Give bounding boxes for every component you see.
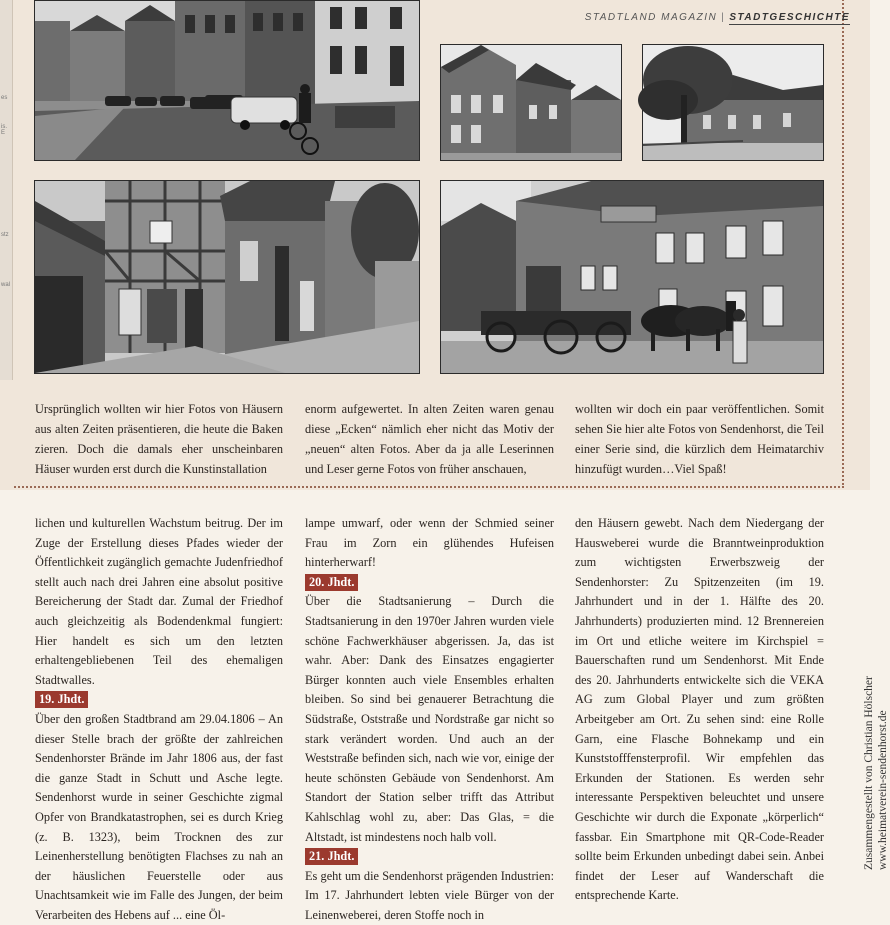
map-label: stz [1, 232, 9, 238]
body-paragraph: lichen und kulturellen Wachstum beitrug. Der im Zuge der Erstellung dieses Pfades wieder der Öffentlichkeit zugänglich gemachte Judenfriedhof stellt auch nach drei Jahren eine absolut positive Bereicherung der Stadt dar. Zumal der Friedhof auch gleichzeitig als Bodendenkmal fungiert: Hier handelt es sich um den letzten erhaltengebliebenen Teil des ehemaligen Stadtwalles. [35, 516, 283, 687]
body-paragraph: den Häusern gewebt. Nach dem Niedergang der Hausweberei wurde die Branntweinproduktion zum wichtigsten Erwerbszweig der Sendenhorster: Zu Spitzenzeiten (im 19. Jahrhundert und in der 1. Hälfte des 20. Jahrhunderts) produzierten mind. 12 Brennereien im Ort und etliche weitere im Kirchspiel = Bauerschaften rund um Sendenhorst. Mit Ende des 20. Jahrhunderts entwickelte sich die VEKA AG zum Global Player und zum größten Arbeitgeber am Ort. Zu sehen sind: eine Rolle Garn, eine Flasche Bohnekamp und ein Kunststofffensterprofil. Wir empfehlen das Erkunden der Stationen. Es werden sehr interessante Perspektiven beleuchtet und unsere Geschichte wir durch die Exponate „körperlich“ fassbar. Ein Smartphone mit QR-Code-Reader sollte beim Erkunden unbedingt dabei sein. Anbei findet der Leser auf Wanderschaft die entsprechende Karte. [575, 516, 824, 903]
intro-column-1: Ursprünglich wollten wir hier Fotos von Häusern aus alten Zeiten präsentieren, die heute die Baken zieren. Doch die damals eher unscheinbaren Häuser wurden erst durch die Kunstinstallation [35, 402, 283, 476]
photo-horse-carts [440, 180, 824, 374]
intro-column-3: wollten wir doch ein paar veröffentlichen. Somit sehen Sie hier alte Fotos von Sendenhorst, die Teil einer Serie sind, die kürzlich dem Heimatarchiv hinzufügt wurden…Viel Spaß! [575, 402, 824, 476]
map-label: es [1, 95, 8, 101]
magazine-header [585, 12, 850, 23]
photo-tree-street [642, 44, 824, 161]
credit-url[interactable]: www.heimatverein-sendenhorst.de [877, 710, 889, 870]
photo-half-timbered [34, 180, 420, 374]
map-label: is. E [1, 124, 7, 136]
era-heading: 20. Jhdt. [305, 574, 358, 591]
photo-credit [836, 660, 889, 870]
body-column-1 [35, 514, 283, 925]
photo-brick-houses [440, 44, 622, 161]
photo-street-scene [34, 0, 420, 161]
body-paragraph: Über den großen Stadtbrand am 29.04.1806 – An dieser Stelle brach der größte der zahlreichen Sendenhorster Brände im Jahr 1806 aus, der fast die ganze Stadt in Schutt und Asche legte. Sendenhorst wurde in seiner Geschichte zigmal Opfer von Brandkatastrophen, sei es durch Krieg (z. B. 1323), beim Trocknen des zur Leinenherstellung benötigten Flachses zu nah an der häuslichen Feuerstelle oder aus Unachtsamkeit wie im Falle des Jungen, der beim Verarbeiten des Hebens auf ... eine Öl- [35, 711, 283, 922]
body-column-3 [575, 514, 824, 906]
body-paragraph: lampe umwarf, oder wenn der Schmied seiner Frau im Zorn ein glühendes Hufeisen hinterherwarf! [305, 516, 554, 570]
body-paragraph: Über die Stadtsanierung – Durch die Stadtsanierung in den 1970er Jahren wurden viele schöne Fachwerkhäuser abgerissen. Ja, das ist wahr. Aber: Dank des Einsatzes engagierter Bürger konnten auch viele Ensembles erhalten bleiben. So sind bei genauerer Betrachtung die Südstraße, Oststraße und Nordstraße gar nicht so stark verändert worden. Und auch an der Weststraße befinden sich, nach wie vor, einige der heute schönsten Gebäude von Sendenhorst. Am Standort der Station selber trifft das Attribut Kahlschlag wohl zu, aber: Das Glas, = die Altstadt, ist mindestens noch halb voll. [305, 594, 554, 844]
intro-column-2: enorm aufgewertet. In alten Zeiten waren genau diese „Ecken“ nämlich eher nicht das Motiv der „neuen“ alten Fotos. Aber da ja alle Leserinnen und Leser gerne Fotos von früher anschauen, [305, 402, 554, 476]
map-label: wal [1, 282, 11, 288]
era-heading: 21. Jhdt. [305, 848, 358, 865]
body-column-2 [305, 514, 554, 925]
body-paragraph: Es geht um die Sendenhorst prägenden Industrien: Im 17. Jahrhundert lebten viele Bürger von der Leinenweberei, deren Stoffe noch in [305, 868, 554, 922]
map-strip [0, 0, 13, 380]
credit-author: Zusammengestellt von Christian Hölscher [863, 676, 875, 870]
section-title: STADTGESCHICHTE [729, 12, 850, 23]
header-separator: | [721, 12, 726, 23]
magazine-name: STADTLAND MAGAZIN [584, 12, 718, 23]
era-heading: 19. Jhdt. [35, 691, 88, 708]
